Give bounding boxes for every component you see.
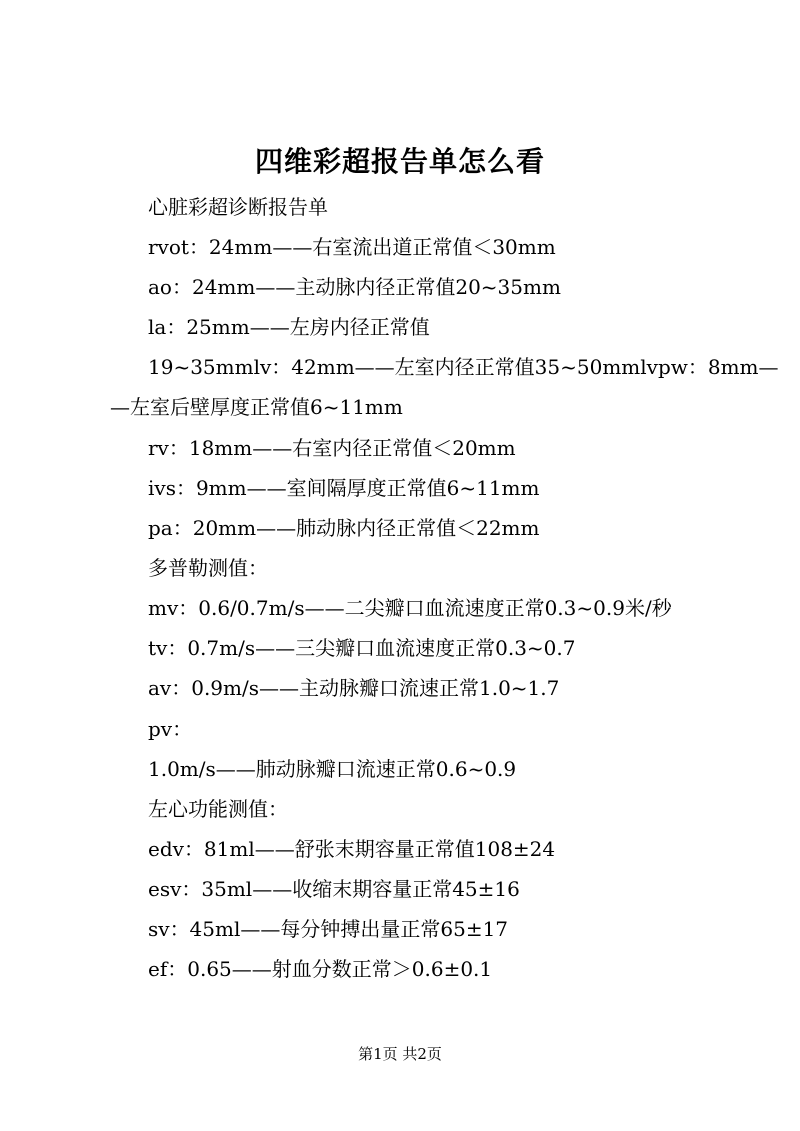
page-footer: 第1页 共2页 (358, 1045, 442, 1063)
text-line: rv：18mm——右室内径正常值＜20mm (148, 436, 516, 460)
report-heading: 心脏彩超诊断报告单 (148, 195, 328, 219)
text-line: ao：24mm——主动脉内径正常值20~35mm (148, 275, 561, 299)
text-line: edv：81ml——舒张末期容量正常值108±24 (148, 837, 556, 861)
text-line: ef：0.65——射血分数正常＞0.6±0.1 (148, 957, 493, 981)
text-line: rvot：24mm——右室流出道正常值＜30mm (148, 235, 556, 259)
section-heading-lv-function: 左心功能测值： (148, 797, 288, 821)
text-line: 1.0m/s——肺动脉瓣口流速正常0.6~0.9 (148, 757, 517, 781)
text-line: mv：0.6/0.7m/s——二尖瓣口血流速度正常0.3~0.9米/秒 (148, 596, 672, 620)
text-line: esv：35ml——收缩末期容量正常45±16 (148, 877, 520, 901)
text-line: sv：45ml——每分钟搏出量正常65±17 (148, 917, 509, 941)
text-line: 19~35mmlv：42mm——左室内径正常值35~50mmlvpw：8mm— (148, 355, 779, 379)
text-line: tv：0.7m/s——三尖瓣口血流速度正常0.3~0.7 (148, 636, 576, 660)
document-title: 四维彩超报告单怎么看 (254, 145, 545, 178)
text-line-continued: —左室后壁厚度正常值6~11mm (110, 395, 403, 419)
text-line: av：0.9m/s——主动脉瓣口流速正常1.0~1.7 (148, 676, 560, 700)
text-line: la：25mm——左房内径正常值 (148, 315, 430, 339)
text-line: ivs：9mm——室间隔厚度正常值6~11mm (148, 476, 540, 500)
text-line: pa：20mm——肺动脉内径正常值＜22mm (148, 516, 540, 540)
section-heading-doppler: 多普勒测值： (148, 556, 268, 580)
text-line: pv： (148, 717, 193, 741)
